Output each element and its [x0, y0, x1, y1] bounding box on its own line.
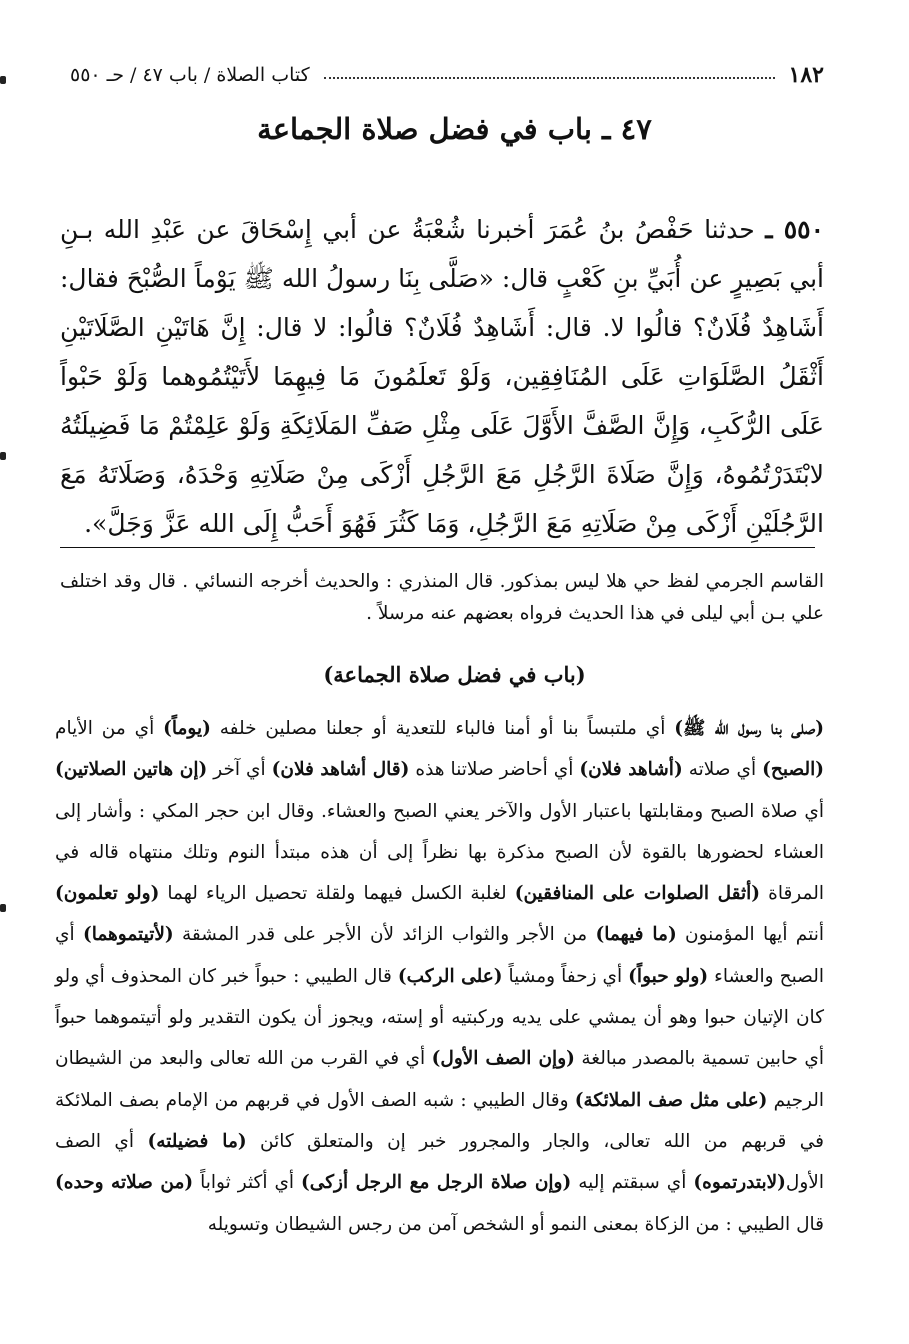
- commentary-quote: (على مثل صف الملائكة): [574, 1089, 768, 1111]
- commentary-run: أنتم أيها المؤمنون: [676, 924, 824, 946]
- page-header: [70, 58, 824, 92]
- edge-mark: [0, 904, 6, 912]
- commentary-quote: (ولو تعلمون): [55, 883, 160, 905]
- commentary-run: أي آخر: [207, 759, 272, 781]
- commentary-run: قال الطيبي : حبواً خبر كان المحذوف أي ولو كان الإتيان حبوا وهو أن يمشي على يديه وركبتيه أو إسته، ويجوز أن يكون التقدير ولو أتيتموهما حبواً أي حابين تسمية بالمصدر مبالغة: [55, 965, 824, 1070]
- edge-mark: [0, 452, 6, 460]
- footnote-text: القاسم الجرمي لفظ حي هلا ليس بمذكور. قال المنذري : والحديث أخرجه النسائي . قال وقد اختلف علي بـن أبي ليلى في هذا الحديث فرواه بعضهم عنه مرسلاً .: [60, 571, 824, 624]
- commentary-run: لغلبة الكسل فيهما ولقلة تحصيل الرياء لهما: [159, 883, 515, 905]
- hadith-number: ٥٥٠ ـ: [765, 215, 825, 244]
- hadith-block: [60, 205, 824, 548]
- commentary-run: أي أكثر ثواباً: [193, 1172, 302, 1194]
- commentary-run: قال الطيبي : من الزكاة بمعنى النمو أو الشخص آمن من رجس الشيطان وتسويله: [207, 1213, 824, 1235]
- commentary-quote: (وإن صلاة الرجل مع الرجل أزكى): [301, 1172, 572, 1194]
- commentary-run: أي في القرب من الله تعالى والبعد من الشيطان الرجيم: [55, 1048, 824, 1111]
- commentary-quote: (لابتدرتموه): [693, 1172, 786, 1194]
- commentary-run: أي سبقتم إليه: [571, 1172, 694, 1194]
- commentary-run: أي أحاضر صلاتنا هذه: [409, 759, 580, 781]
- commentary-quote: (ولو حبواً): [628, 965, 709, 987]
- running-title: كتاب الصلاة / باب ٤٧ / حـ ٥٥٠: [70, 64, 310, 86]
- commentary-run: أي صلاة الصبح ومقابلتها باعتبار الأول والآخر يعني الصبح والعشاء. وقال ابن حجر المكي : وأشار إلى العشاء لحضورها بالقوة لأن الصبح مذكرة بها نظراً إلى أن هذه مبتدأ النوم وتلك منتهاه قاله في المرقاة: [55, 800, 824, 905]
- commentary-quote: (من صلاته وحده): [55, 1172, 194, 1194]
- commentary-quote: (الصبح): [762, 759, 824, 781]
- page-number: ١٨٢: [788, 62, 824, 88]
- commentary-quote: (لأتيتموهما): [82, 924, 174, 946]
- commentary-quote: (ما فضيلته): [147, 1130, 247, 1152]
- hadith-text: حدثنا حَفْصُ بنُ عُمَرَ أخبرنا شُعْبَةُ عن أبي إِسْحَاقَ عن عَبْدِ الله بـنِ أبي بَصِيرٍ عن أُبَيِّ بنِ كَعْبٍ قال: «صَلَّى بِنَا رسولُ الله ﷺ يَوْماً الصُّبْحَ فقال: أَشَاهِدٌ فُلَانٌ؟ قالُوا لا. قال: أَشَاهِدٌ فُلَانٌ؟ قالُوا: لا قال: إِنَّ هَاتَيْنِ الصَّلَاتَيْنِ أَثْقَلُ الصَّلَوَاتِ عَلَى المُنَافِقِين، وَلَوْ تَعلَمُونَ مَا فِيهِمَا لأَتَيْتُمُوهما وَلَوْ حَبْواً عَلَى الرُّكَبِ، وَإِنَّ الصَّفَّ الأَوَّلَ عَلَى مِثْلِ صَفِّ المَلَائِكَةِ وَلَوْ عَلِمْتُمْ مَا فَضِيلَتُهُ لابْتَدَرْتُمُوهُ، وَإِنَّ صَلَاةَ الرَّجُلِ مَعَ الرَّجُلِ أَزْكَى مِنْ صَلَاتِهِ وَحْدَهُ، وَصَلَاتَهُ مَعَ الرَّجُلَيْنِ أَزْكَى مِنْ صَلَاتِهِ مَعَ الرَّجُلِ، وَمَا كَثُرَ فَهُوَ أَحَبُّ إِلَى الله عَزَّ وَجَلَّ».: [60, 215, 824, 538]
- commentary-run: أي زحفاً ومشياً: [502, 965, 629, 987]
- chapter-title: ٤٧ ـ باب في فضل صلاة الجماعة: [257, 112, 652, 146]
- commentary-run: أي صلاته: [682, 759, 763, 781]
- commentary-run: أي ملتبساً بنا أو أمنا فالباء للتعدية أو جعلنا مصلين خلفه: [210, 718, 675, 739]
- commentary-run: وقال الطيبي : شبه الصف الأول في قربهم من الإمام بصف الملائكة في قربهم من الله تعالى، والجار والمجرور خبر إن والمتعلق كائن: [55, 1089, 825, 1152]
- commentary-quote: (صلى بنا رسول الله ﷺ): [674, 718, 824, 739]
- commentary-run: أي الصبح والعشاء: [55, 924, 824, 987]
- footnote-separator: [60, 547, 815, 548]
- commentary-quote: (يوماً): [163, 718, 211, 739]
- commentary-run: أي الصف الأول: [55, 1130, 824, 1194]
- commentary-run: أي من الأيام: [55, 718, 164, 739]
- commentary-quote: (إن هاتين الصلاتين): [55, 759, 208, 781]
- header-leader-dots: [324, 77, 775, 79]
- edge-mark: [0, 76, 6, 84]
- commentary-quote: (ما فيهما): [595, 924, 677, 946]
- commentary-quote: (قال أشاهد فلان): [271, 759, 410, 781]
- commentary-quote: (أثقل الصلوات على المنافقين): [514, 883, 761, 905]
- commentary-title: (باب في فضل صلاة الجماعة): [323, 662, 586, 687]
- commentary-quote: (على الركب): [397, 965, 503, 987]
- commentary-quote: (أشاهد فلان): [579, 759, 683, 781]
- commentary-text: [55, 708, 824, 1245]
- commentary-quote: (وإن الصف الأول): [431, 1048, 575, 1070]
- commentary-run: من الأجر والثواب الزائد لأن الأجر على قدر المشقة: [173, 924, 596, 946]
